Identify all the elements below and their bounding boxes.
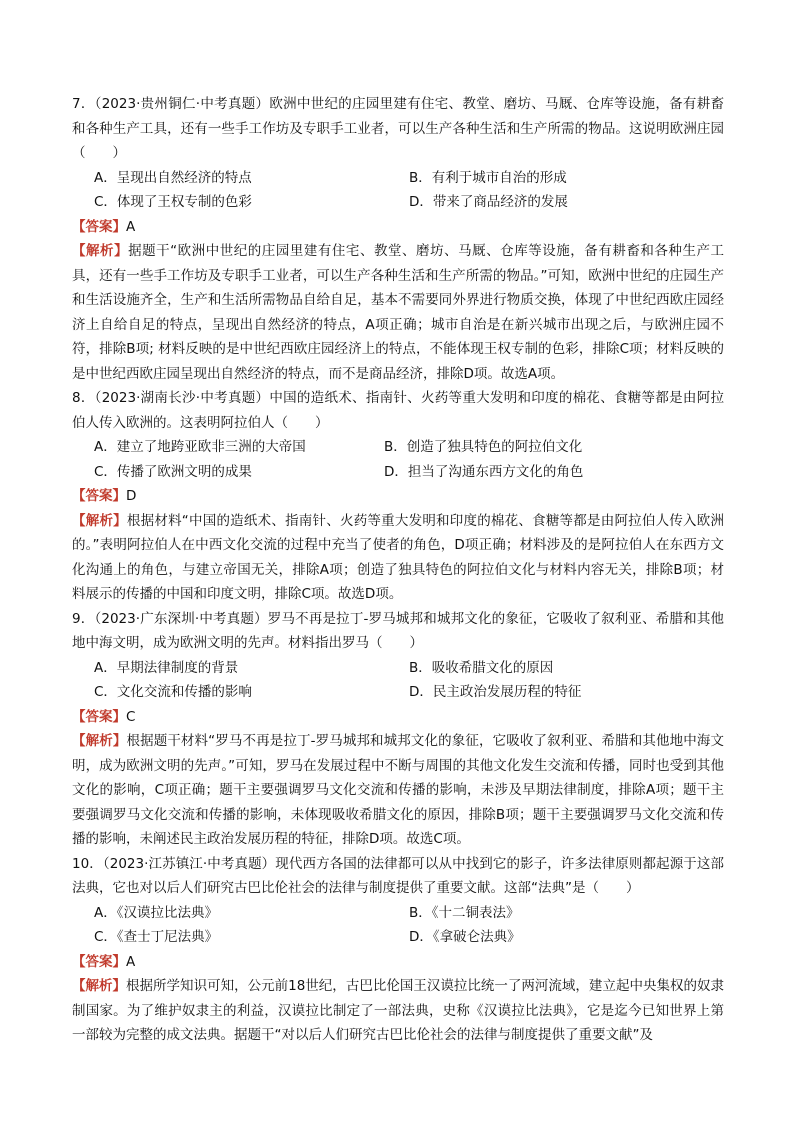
answer-tag: 【答案】 xyxy=(72,218,126,235)
question-source: （2023·广东深圳·中考真题） xyxy=(94,610,268,627)
question-number: 8． xyxy=(72,390,95,406)
question-text: 现代西方各国的法律都可以从中找到它的影子，许多法律原则都起源于这部法典，它也对以后人们研究古巴比伦社会的法律与制度提供了重要文献。这部“法典”是（ ） xyxy=(72,855,725,896)
analysis-tag: 【解析】 xyxy=(72,733,127,749)
question-text: 罗马不再是拉丁-罗马城邦和城邦文化的象征，它吸收了叙利亚、希腊和其他地中海文明，成为欧洲文明的先声。材料指出罗马（ ） xyxy=(72,610,724,651)
question-source: （2023·贵州铜仁·中考真题） xyxy=(94,96,270,112)
option-d: D．担当了沟通东西方文化的角色 xyxy=(384,463,584,480)
question-stem xyxy=(72,386,724,435)
analysis-paragraph xyxy=(72,729,724,852)
question-stem xyxy=(72,92,724,166)
option-d: D．民主政治发展历程的特征 xyxy=(409,684,582,700)
analysis-text: 根据题干材料“罗马不再是拉丁-罗马城邦和城邦文化的象征，它吸收了叙利亚、希腊和其他地中海文明，成为欧洲文明的先声。”可知，罗马在发展过程中不断与周围的其他文化发生交流和传播，同时也受到其他文化的影响，C项正确；题干主要强调罗马文化交流和传播的影响，未涉及早期法律制度，排除A项；题干主要强调罗马文化交流和传播的影响，未体现吸收希腊文化的原因，排除B项；题干主要强调罗马文化交流和传播的影响，未阐述民主政治发展历程的特征，排除D项。故选C项。 xyxy=(72,733,724,847)
answer-value: A xyxy=(126,218,136,235)
option-c: C．文化交流和传播的影响 xyxy=(94,684,252,700)
question-stem xyxy=(72,607,724,656)
analysis-paragraph xyxy=(72,239,724,386)
option-a: A．建立了地跨亚欧非三洲的大帝国 xyxy=(94,439,306,455)
option-d: D．《拿破仑法典》 xyxy=(409,929,521,945)
question-9 xyxy=(72,607,724,852)
analysis-tag: 【解析】 xyxy=(72,512,127,529)
question-text: 欧洲中世纪的庄园里建有住宅、教堂、磨坊、马厩、仓库等设施，备有耕畜和各种生产工具，还有一些手工作坊及专职手工业者，可以生产各种生活和生产所需的物品。这说明欧洲庄园（ ） xyxy=(72,96,724,161)
question-10 xyxy=(72,852,724,1048)
answer-line xyxy=(72,215,724,240)
option-c: C．体现了王权专制的色彩 xyxy=(94,194,252,210)
options-grid xyxy=(72,435,724,484)
question-8 xyxy=(72,386,724,607)
answer-value: C xyxy=(126,708,136,725)
option-c: C．传播了欧洲文明的成果 xyxy=(94,463,252,480)
option-c: C．《查士丁尼法典》 xyxy=(94,929,219,945)
analysis-tag: 【解析】 xyxy=(72,978,127,994)
question-7 xyxy=(72,92,724,386)
option-a: A．呈现出自然经济的特点 xyxy=(94,169,252,186)
options-grid xyxy=(72,656,724,705)
answer-tag: 【答案】 xyxy=(72,488,126,504)
question-source: （2023·湖南长沙·中考真题） xyxy=(94,390,270,406)
option-b: B．《十二铜表法》 xyxy=(409,904,520,921)
answer-line xyxy=(72,484,724,509)
question-number: 9． xyxy=(72,610,95,627)
question-stem xyxy=(72,852,724,901)
analysis-paragraph xyxy=(72,974,724,1048)
analysis-text: 根据所学知识可知，公元前18世纪，古巴比伦国王汉谟拉比统一了两河流域，建立起中央集权的奴隶制国家。为了维护奴隶主的利益，汉谟拉比制定了一部法典，史称《汉谟拉比法典》，它是迄今已知世界上第一部较为完整的成文法典。据题干“对以后人们研究古巴比伦社会的法律与制度提供了重要文献”及 xyxy=(72,978,724,1043)
question-source: （2023·江苏镇江·中考真题） xyxy=(102,855,276,872)
option-b: B．创造了独具特色的阿拉伯文化 xyxy=(384,439,583,455)
option-a: A．《汉谟拉比法典》 xyxy=(94,904,218,921)
options-grid xyxy=(72,166,724,215)
options-grid xyxy=(72,901,724,950)
answer-tag: 【答案】 xyxy=(72,708,126,725)
answer-line xyxy=(72,705,724,730)
answer-value: D xyxy=(126,488,137,504)
question-number: 10． xyxy=(72,855,103,872)
answer-tag: 【答案】 xyxy=(72,953,126,970)
analysis-tag: 【解析】 xyxy=(72,243,129,259)
option-a: A．早期法律制度的背景 xyxy=(94,659,239,676)
analysis-text: 根据材料“中国的造纸术、指南针、火药等重大发明和印度的棉花、食糖等都是由阿拉伯人传入欧洲的。”表明阿拉伯人在中西文化交流的过程中充当了使者的角色，D项正确；材料涉及的是阿拉伯人在东西方文化沟通上的角色，与建立帝国无关，排除A项；创造了独具特色的阿拉伯文化与材料内容无关，排除B项；材料展示的传播的中国和印度文明，排除C项。故选D项。 xyxy=(72,512,725,602)
answer-line xyxy=(72,950,724,975)
analysis-paragraph xyxy=(72,509,724,607)
analysis-text: 据题干“欧洲中世纪的庄园里建有住宅、教堂、磨坊、马厩、仓库等设施，备有耕畜和各种生产工具，还有一些手工作坊及专职手工业者，可以生产各种生活和生产所需的物品。”可知，欧洲中世纪的庄园生产和生活设施齐全，生产和生活所需物品自给自足，基本不需要同外界进行物质交换，体现了中世纪西欧庄园经济上自给自足的特点，呈现出自然经济的特点，A项正确；城市自治是在新兴城市出现之后，与欧洲庄园不符，排除B项; 材料反映的是中世纪西欧庄园经济上的特点，不能体现王权专制的色彩，排除C项；材料反映的是中世纪西欧庄园呈现出自然经济的特点，而不是商品经济，排除D项。故选A项。 xyxy=(72,243,724,382)
question-text: 中国的造纸术、指南针、火药等重大发明和印度的棉花、食糖等都是由阿拉伯人传入欧洲的。这表明阿拉伯人（ ） xyxy=(72,390,724,431)
document-page xyxy=(72,92,724,1048)
option-b: B．有利于城市自治的形成 xyxy=(409,169,567,186)
answer-value: A xyxy=(126,953,136,970)
question-number: 7． xyxy=(72,96,95,112)
option-d: D．带来了商品经济的发展 xyxy=(409,194,568,210)
option-b: B．吸收希腊文化的原因 xyxy=(409,659,554,676)
